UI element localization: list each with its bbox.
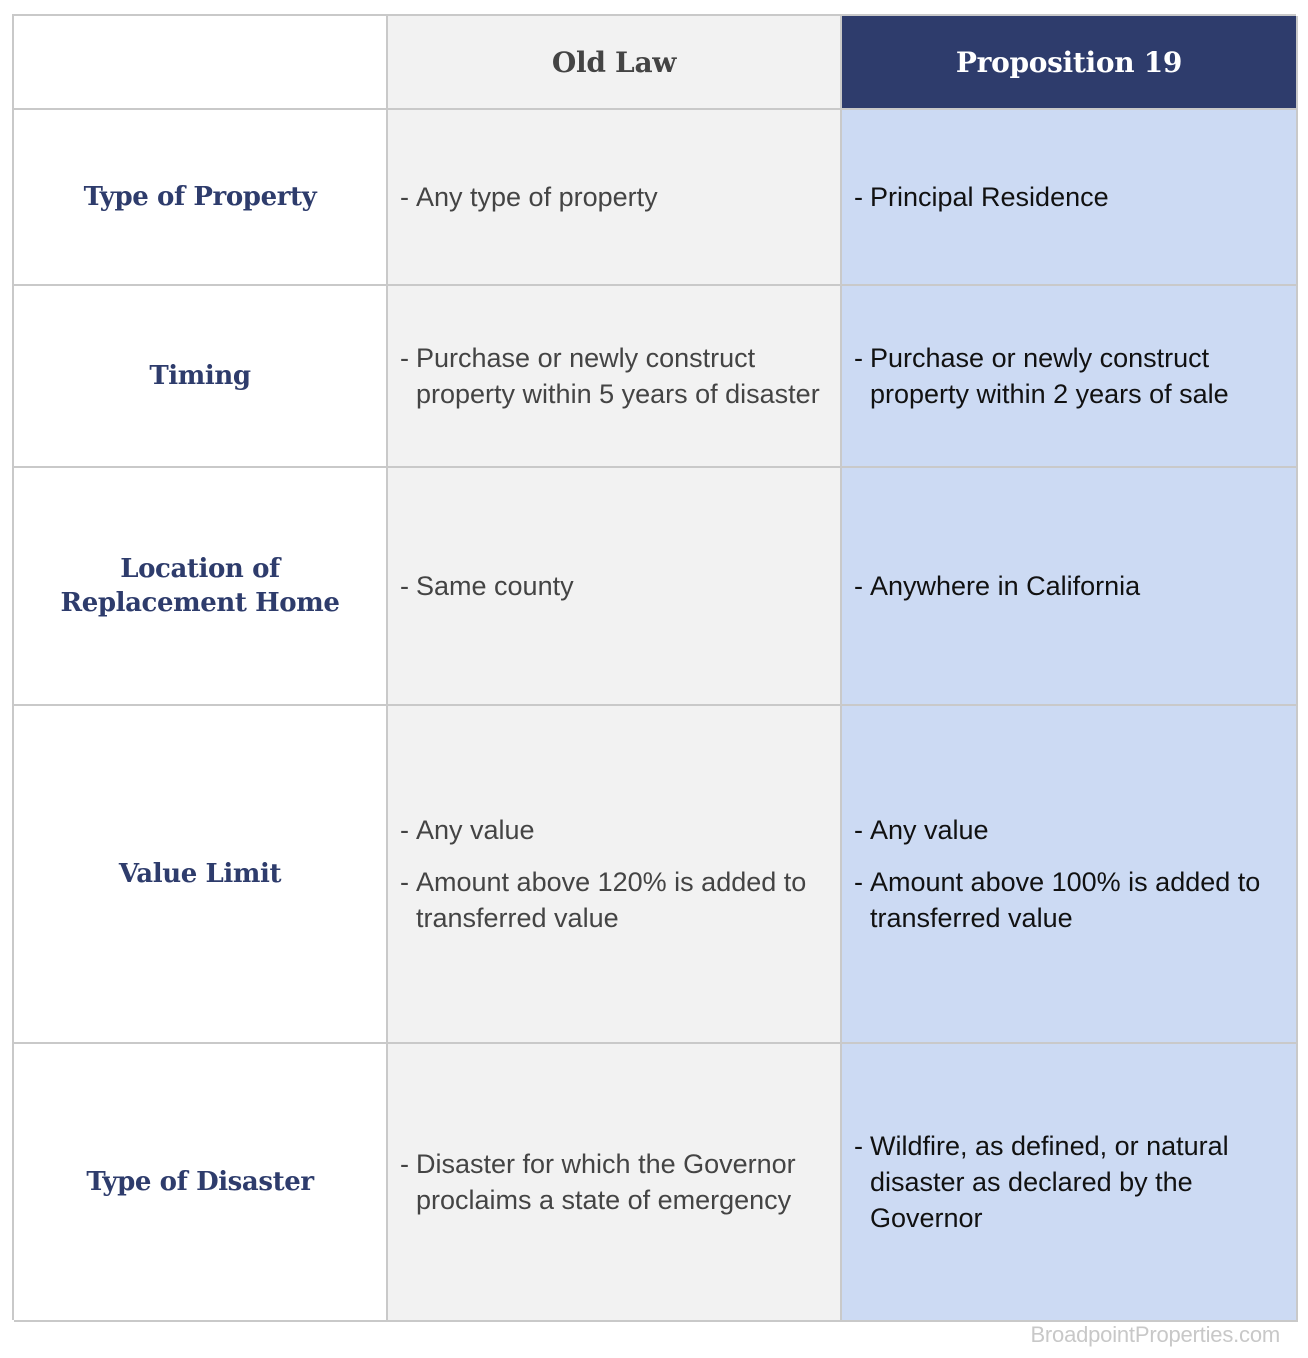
bullet-item: - Amount above 100% is added to transferred value xyxy=(854,864,1286,936)
header-empty-cell xyxy=(14,16,388,110)
row-label-timing xyxy=(14,286,388,468)
old-law-timing xyxy=(388,286,842,468)
row-label-value-limit xyxy=(14,706,388,1044)
old-law-type-of-property xyxy=(388,110,842,286)
row-label-type-of-disaster xyxy=(14,1044,388,1322)
bullet-item: - Any type of property xyxy=(400,179,830,215)
prop19-timing xyxy=(842,286,1298,468)
row-label-text: Type of Property xyxy=(83,182,317,212)
bullet-list xyxy=(854,1128,1286,1236)
header-old-law xyxy=(388,16,842,110)
bullet-item: - Disaster for which the Governor proclaims a state of emergency xyxy=(400,1146,830,1218)
old-law-value-limit xyxy=(388,706,842,1044)
header-proposition-19 xyxy=(842,16,1298,110)
bullet-list xyxy=(854,340,1286,412)
bullet-list xyxy=(400,812,830,936)
bullet-list xyxy=(400,179,830,215)
prop19-value-limit xyxy=(842,706,1298,1044)
bullet-item: - Amount above 120% is added to transferred value xyxy=(400,864,830,936)
bullet-list xyxy=(400,568,830,604)
bullet-item: - Same county xyxy=(400,568,830,604)
row-label-location-of-replacement-home xyxy=(14,468,388,706)
row-label-type-of-property xyxy=(14,110,388,286)
bullet-list xyxy=(400,1146,830,1218)
bullet-list xyxy=(854,568,1286,604)
row-label-text: Location of Replacement Home xyxy=(60,554,340,618)
prop19-type-of-disaster xyxy=(842,1044,1298,1322)
header-proposition-19-label: Proposition 19 xyxy=(955,45,1183,79)
bullet-item: - Any value xyxy=(400,812,830,848)
bullet-list xyxy=(854,812,1286,936)
bullet-item: - Wildfire, as defined, or natural disaster as declared by the Governor xyxy=(854,1128,1286,1236)
bullet-item: - Anywhere in California xyxy=(854,568,1286,604)
bullet-item: - Purchase or newly construct property within 5 years of disaster xyxy=(400,340,830,412)
bullet-item: - Purchase or newly construct property within 2 years of sale xyxy=(854,340,1286,412)
bullet-item: - Principal Residence xyxy=(854,179,1286,215)
prop19-location xyxy=(842,468,1298,706)
bullet-item: - Any value xyxy=(854,812,1286,848)
bullet-list xyxy=(854,179,1286,215)
old-law-type-of-disaster xyxy=(388,1044,842,1322)
watermark: BroadpointProperties.com xyxy=(1030,1322,1280,1347)
header-old-law-label: Old Law xyxy=(551,45,677,79)
old-law-location xyxy=(388,468,842,706)
row-label-text: Value Limit xyxy=(118,859,282,889)
comparison-table xyxy=(12,14,1296,1320)
row-label-text: Timing xyxy=(149,361,251,391)
prop19-type-of-property xyxy=(842,110,1298,286)
bullet-list xyxy=(400,340,830,412)
row-label-text: Type of Disaster xyxy=(86,1167,314,1197)
